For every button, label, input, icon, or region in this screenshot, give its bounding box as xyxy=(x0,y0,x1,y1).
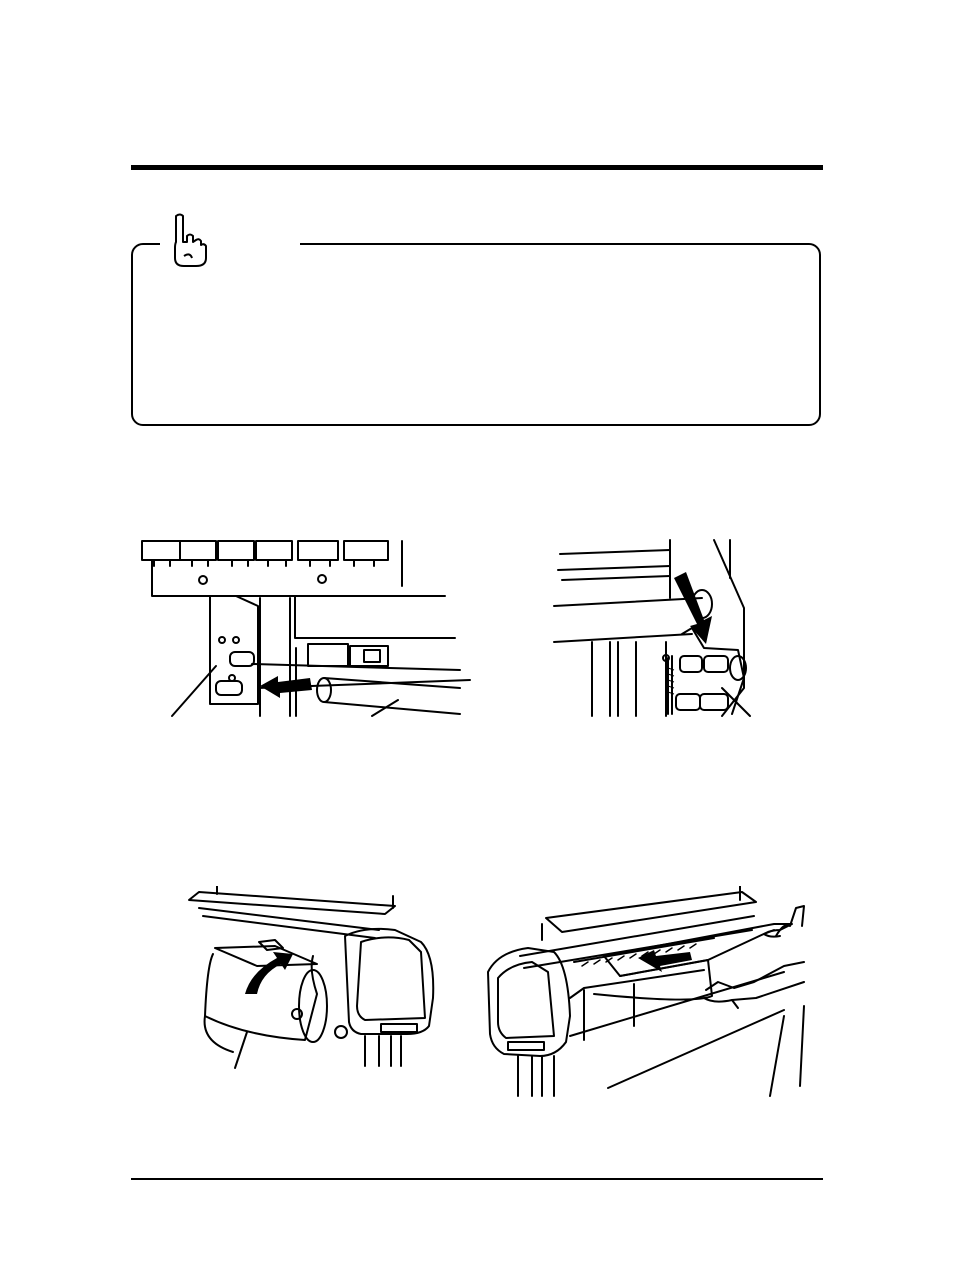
roll-holder-insert-illustration xyxy=(140,538,480,718)
paper-pull-out-illustration xyxy=(484,886,814,1101)
header-rule xyxy=(131,165,823,170)
pointing-hand-icon xyxy=(164,212,214,270)
lever-lock-illustration xyxy=(552,538,762,718)
note-box xyxy=(131,243,821,426)
paper-roll-feed-illustration xyxy=(185,886,440,1076)
footer-rule xyxy=(131,1178,823,1180)
